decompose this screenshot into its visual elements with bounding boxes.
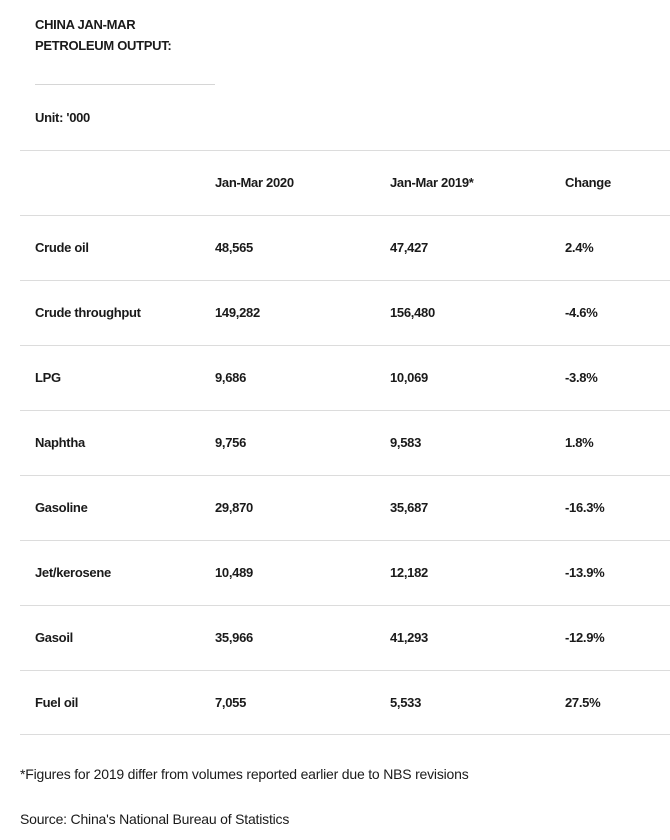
footnote: *Figures for 2019 differ from volumes reported earlier due to NBS revisions [20,766,469,782]
table-row [20,215,670,280]
table-row [20,280,670,345]
cell-product: Jet/kerosene [35,565,111,580]
header-change: Change [565,175,611,190]
cell-product: Crude throughput [35,305,141,320]
cell-change: -12.9% [565,630,605,645]
source-note: Source: China's National Bureau of Statistics [20,811,290,827]
cell-change: -3.8% [565,370,598,385]
table-title [35,14,225,56]
cell-change: -4.6% [565,305,598,320]
petroleum-output-table [20,150,670,735]
cell-change: -16.3% [565,500,605,515]
cell-product: Crude oil [35,240,89,255]
cell-jan-mar-2020: 7,055 [215,695,247,710]
table-body [20,215,670,735]
cell-jan-mar-2019: 156,480 [390,305,435,320]
cell-jan-mar-2019: 41,293 [390,630,428,645]
cell-product: Fuel oil [35,695,79,710]
table-row [20,410,670,475]
cell-change: 1.8% [565,435,594,450]
cell-product: LPG [35,370,61,385]
cell-jan-mar-2020: 29,870 [215,500,253,515]
cell-jan-mar-2020: 149,282 [215,305,260,320]
cell-jan-mar-2019: 12,182 [390,565,428,580]
cell-jan-mar-2019: 5,533 [390,695,422,710]
cell-jan-mar-2020: 9,686 [215,370,247,385]
table-header-row [20,150,670,215]
table-title-line-1: CHINA JAN-MAR [35,17,136,32]
cell-jan-mar-2020: 48,565 [215,240,253,255]
cell-change: -13.9% [565,565,605,580]
header-jan-mar-2020: Jan-Mar 2020 [215,175,294,190]
unit-label: Unit: '000 [35,110,90,125]
table-title-line-2: PETROLEUM OUTPUT: [35,38,172,53]
cell-jan-mar-2019: 9,583 [390,435,422,450]
title-divider [35,84,215,85]
cell-jan-mar-2020: 10,489 [215,565,253,580]
cell-product: Gasoline [35,500,88,515]
cell-product: Naphtha [35,435,85,450]
cell-jan-mar-2020: 9,756 [215,435,247,450]
table-row [20,345,670,410]
table-row [20,540,670,605]
table-row [20,670,670,735]
cell-change: 27.5% [565,695,601,710]
cell-product: Gasoil [35,630,73,645]
cell-jan-mar-2019: 47,427 [390,240,428,255]
cell-change: 2.4% [565,240,594,255]
cell-jan-mar-2019: 10,069 [390,370,428,385]
table-row [20,605,670,670]
cell-jan-mar-2020: 35,966 [215,630,253,645]
header-jan-mar-2019: Jan-Mar 2019* [390,175,474,190]
table-row [20,475,670,540]
cell-jan-mar-2019: 35,687 [390,500,428,515]
